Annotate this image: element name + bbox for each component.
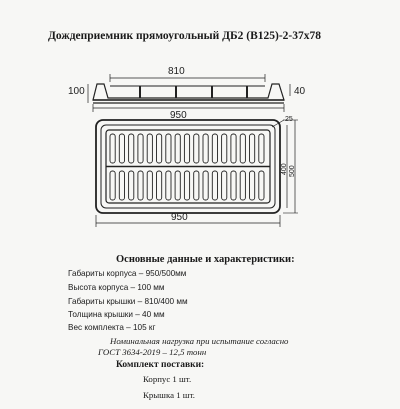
dim-100: 100 [68,86,85,97]
side-view [88,74,290,112]
load-note-line1: Номинальная нагрузка при испытание согласно [110,336,289,346]
grate-slot [240,171,245,200]
grate-slot [129,171,134,200]
grate-slot [212,134,217,163]
grate-slot [231,171,236,200]
grate-slot [147,134,152,163]
grate-slot [259,134,264,163]
grate-slot [147,171,152,200]
kit-heading: Комплект поставки: [116,360,205,370]
spec-row: Габариты крышки – 810/400 мм [68,297,188,306]
grate-slot [110,134,115,163]
spec-row: Габариты корпуса – 950/500мм [68,269,187,278]
dim-40: 40 [294,86,306,97]
grate-slot [184,171,189,200]
grate-slot [240,134,245,163]
dim-950-top: 950 [170,110,187,121]
specs-heading: Основные данные и характеристики: [116,254,295,265]
grate-slot [119,171,124,200]
spec-row: Вес комплекта – 105 кг [68,323,156,332]
grate-slot [203,171,208,200]
grate-slot [110,171,115,200]
grate-slot [166,171,171,200]
dim-810: 810 [168,66,185,77]
document-title: Дождеприемник прямоугольный ДБ2 (В125)-2-37х78 [48,30,322,42]
grate-slot [138,171,143,200]
grate-slot [222,134,227,163]
grate-slot [175,134,180,163]
kit-item: Корпус 1 шт. [143,374,192,384]
dim-400: 400 [281,163,288,175]
grate-slot [250,134,255,163]
grate-slot [175,171,180,200]
grate-slot [157,171,162,200]
dim-500: 500 [289,165,296,177]
plan-view [96,120,298,227]
grate-slot [184,134,189,163]
grate-slot [138,134,143,163]
grate-slot [259,171,264,200]
grate-slot [129,134,134,163]
grate-slot [212,171,217,200]
grate-slot [231,134,236,163]
grate-slot [250,171,255,200]
spec-row: Высота корпуса – 100 мм [68,283,165,292]
spec-row: Толщина крышки – 40 мм [68,310,165,319]
load-note-line2: ГОСТ 3634-2019 – 12,5 тонн [98,347,207,357]
grate-slot [222,171,227,200]
grate-slot [119,134,124,163]
dim-r25: 25 [285,116,293,123]
grate-slot [203,134,208,163]
grate-slot [157,134,162,163]
grate-slot [194,171,199,200]
grate-slot [194,134,199,163]
grate-slot [166,134,171,163]
dim-950-bottom: 950 [171,212,188,223]
kit-item: Крышка 1 шт. [143,390,195,400]
